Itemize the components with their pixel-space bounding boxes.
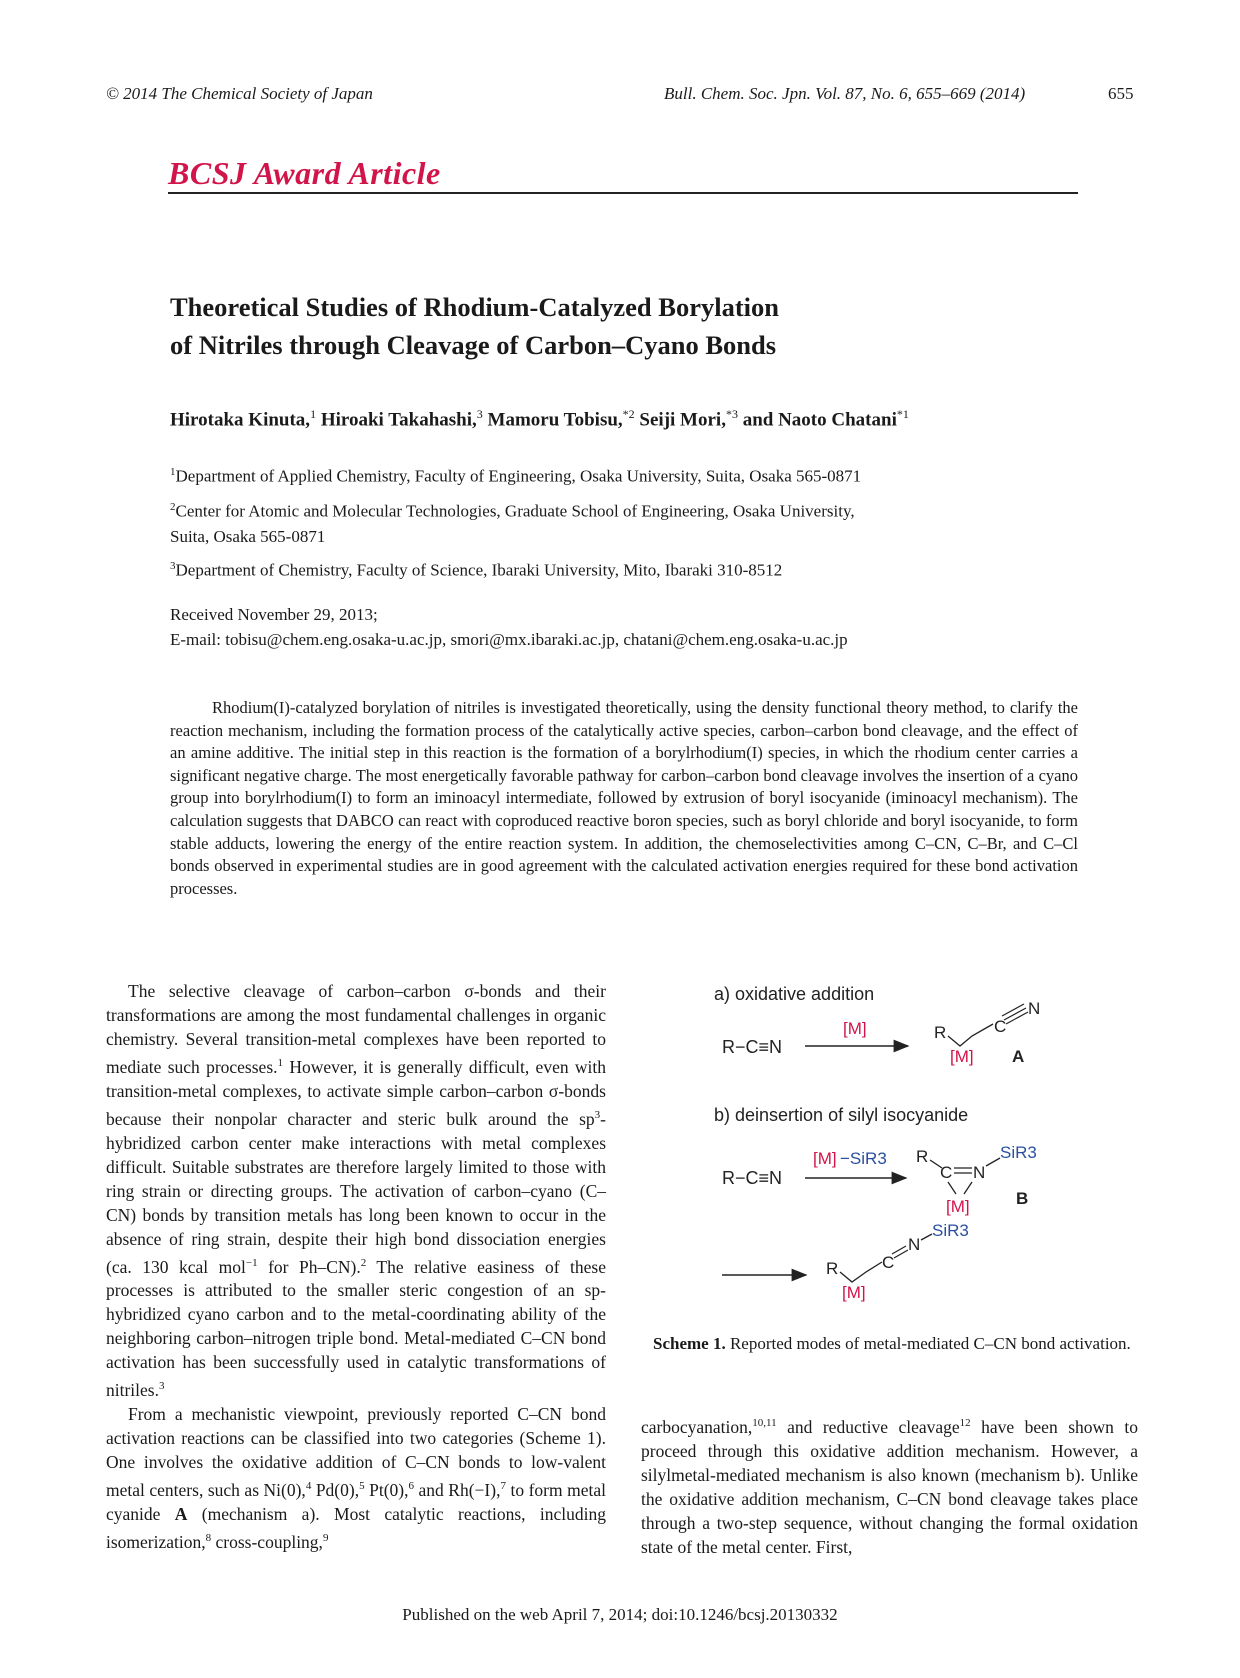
section-divider — [168, 192, 1078, 194]
superscript: 3 — [594, 1108, 601, 1121]
author-affil-mark: *1 — [896, 407, 909, 421]
ref-mark: 10,11 — [752, 1417, 777, 1429]
affil-text-cont: Suita, Osaka 565-0871 — [170, 526, 326, 546]
metal-center: [M] — [950, 1047, 974, 1066]
ref-mark: 5 — [359, 1480, 365, 1493]
reagent-metal: [M] — [813, 1149, 837, 1168]
ref-mark: 12 — [959, 1417, 971, 1429]
received-info — [170, 602, 848, 652]
silyl-group: SiR3 — [932, 1221, 969, 1240]
body-paragraph: The selective cleavage of carbon–carbon σ-bonds and their transformations are among the most fundamental challenges in organic chemistry. Several transition-metal complexes have been reported to mediate such processes.$^1$ However, it is generally difficult, even with transition-metal complexes, to activate simple carbon–carbon σ-bonds because their nonpolar character and steric bulk around the $sp^3$-hybridized carbon center make interactions with metal complexes difficult. Suitable substrates are therefore largely limited to those with ring strain or directing groups. The activation of carbon–cyano (C–CN) bonds by transition metals has long been known to occur in the absence of ring strain, despite their high bond dissociation energies (ca. 130 kcal mol$^{-1}$ for Ph–CN).$^2$ The relative easiness of these processes is attributed to the smaller steric congestion of an sp-hybridized cyano carbon and to the metal-coordinating ability of the neighboring carbon–nitrogen triple bond. Metal-mediated C–CN bond activation has been successfully used in catalytic transformations of nitriles.$^3$ — [106, 981, 607, 1401]
caption-text: Reported modes of metal-mediated C–CN bond activation. — [725, 1334, 1131, 1353]
author-affil-mark: 1 — [310, 407, 317, 421]
ref-mark: 9 — [322, 1532, 329, 1545]
affil-mark: 1 — [170, 466, 176, 478]
atom-r: R — [826, 1259, 839, 1278]
scheme-1-figure — [710, 978, 1130, 1308]
metal-center: [M] — [946, 1197, 970, 1216]
scheme-caption — [653, 1332, 1145, 1356]
page-number: 655 — [1108, 84, 1134, 103]
metal-center: [M] — [842, 1283, 866, 1302]
reactant-nitrile: R−C≡N — [722, 1037, 783, 1057]
affiliation-1 — [170, 460, 1000, 489]
body-right-column — [641, 1411, 1138, 1559]
reagent-metal: [M] — [843, 1019, 867, 1038]
article-title — [170, 288, 970, 364]
body-paragraph: carbocyanation,$^{10,11}$ and reductive cleavage$^{12}$ have been shown to proceed through this oxidative addition mechanism. However, a silylmetal-mediated mechanism is also known (mechanism b). Unlike the oxidative addition mechanism, C–CN bond cleavage takes place through a two-step sequence, without changing the formal oxidation state of the metal center. First, — [641, 1416, 1138, 1557]
title-line-1: Theoretical Studies of Rhodium-Catalyzed Borylation — [170, 292, 780, 322]
author-affil-mark: *3 — [725, 407, 738, 421]
ref-mark: 7 — [500, 1480, 506, 1493]
atom-n: N — [908, 1235, 921, 1254]
product-a-label: A — [1012, 1047, 1025, 1066]
ref-mark: 4 — [305, 1480, 312, 1493]
journal-copyright: © 2014 The Chemical Society of Japan — [106, 84, 373, 103]
abstract: Rhodium(I)-catalyzed borylation of nitriles is investigated theoretically, using the density functional theory method, to clarify the reaction mechanism, including the formation process of the catalytically active species, carbon–carbon bond cleavage, and the effect of an amine additive. The initial step in this reaction is the formation of a borylrhodium(I) species, in which the rhodium center carries a significant negative charge. The most energetically favorable pathway for carbon–carbon bond cleavage involves the insertion of a cyano group into borylrhodium(I) to form an iminoacyl intermediate, followed by extrusion of boryl isocyanide (iminoacyl mechanism). The calculation suggests that DABCO can react with coproduced reactive boron species, such as boryl chloride and boryl isocyanide, to form stable adducts, lowering the energy of the entire reaction system. In addition, the chemoselectivities among C–CN, C–Br, and C–Cl bonds observed in experimental studies are in good agreement with the calculated activation energies required for these bond activation processes. — [170, 698, 1078, 898]
ref-mark: 2 — [360, 1256, 367, 1269]
author-name: and Naoto Chatani — [742, 409, 897, 431]
affil-text: Department of Chemistry, Faculty of Science, Ibaraki University, Mito, Ibaraki 310-8512 — [175, 560, 783, 580]
publication-footer: Published on the web April 7, 2014; doi:10.1246/bcsj.20130332 — [402, 1605, 838, 1624]
ref-mark: 1 — [277, 1057, 284, 1069]
received-date: Received November 29, 2013; — [170, 605, 378, 624]
product-b-label: B — [1016, 1189, 1029, 1208]
affiliation-3 — [170, 554, 1000, 583]
body-left-column — [106, 979, 606, 1554]
bond — [921, 1234, 932, 1240]
affil-text: Center for Atomic and Molecular Technologies, Graduate School of Engineering, Osaka University, — [175, 501, 855, 521]
atom-r: R — [934, 1023, 947, 1042]
atom-c: C — [940, 1163, 953, 1182]
author-name: Seiji Mori, — [639, 409, 726, 431]
bond — [948, 1182, 972, 1194]
scheme-label-a: a) oxidative addition — [714, 984, 875, 1004]
affil-mark: 2 — [170, 501, 176, 513]
reagent-silyl: −SiR3 — [840, 1149, 887, 1168]
body-paragraph: From a mechanistic viewpoint, previously reported C–CN bond activation reactions can be classified into two categories (Scheme 1). One involves the oxidative addition of C–CN bonds to low-valent metal centers, such as Ni(0),$^4$ Pd(0),$^5$ Pt(0),$^6$ and Rh(−I),$^7$ to form metal cyanide A (mechanism a). Most catalytic reactions, including isomerization,$^8$ cross-coupling,$^9$ — [106, 1404, 607, 1552]
contact-email: E-mail: tobisu@chem.eng.osaka-u.ac.jp, smori@mx.ibaraki.ac.jp, chatani@chem.eng.osaka-u.ac.jp — [170, 630, 848, 649]
author-name: Hiroaki Takahashi, — [320, 409, 477, 431]
double-bond — [954, 1168, 972, 1173]
ref-mark: 8 — [205, 1532, 212, 1545]
ref-mark: 3 — [158, 1380, 165, 1393]
affiliation-2 — [170, 495, 1000, 549]
section-label: BCSJ Award Article — [168, 155, 441, 191]
bond — [948, 1024, 993, 1046]
atom-r: R — [916, 1147, 929, 1166]
affil-text: Department of Applied Chemistry, Faculty of Engineering, Osaka University, Suita, Osaka 565-0871 — [175, 466, 862, 486]
author-name: Hirotaka Kinuta, — [170, 409, 311, 431]
author-name: Mamoru Tobisu, — [487, 409, 623, 431]
reactant-nitrile: R−C≡N — [722, 1168, 783, 1188]
journal-citation: Bull. Chem. Soc. Jpn. Vol. 87, No. 6, 655–669 (2014) — [664, 84, 1026, 103]
bond — [986, 1158, 1000, 1166]
scheme-label-b: b) deinsertion of silyl isocyanide — [714, 1105, 969, 1125]
atom-n: N — [1028, 999, 1041, 1018]
title-line-2: of Nitriles through Cleavage of Carbon–Cyano Bonds — [170, 330, 777, 360]
author-affil-mark: *2 — [622, 407, 635, 421]
bond — [840, 1262, 882, 1282]
atom-n: N — [973, 1163, 986, 1182]
compound-label: A — [174, 1504, 188, 1525]
double-bond — [892, 1246, 908, 1258]
atom-c: C — [882, 1253, 895, 1272]
caption-label: Scheme 1. — [653, 1334, 726, 1353]
author-affil-mark: 3 — [476, 407, 483, 421]
author-list — [170, 407, 909, 431]
affil-mark: 3 — [170, 560, 176, 572]
ref-mark: 6 — [408, 1480, 414, 1493]
silyl-group: SiR3 — [1000, 1143, 1037, 1162]
atom-c: C — [994, 1017, 1007, 1036]
superscript: −1 — [245, 1256, 258, 1269]
